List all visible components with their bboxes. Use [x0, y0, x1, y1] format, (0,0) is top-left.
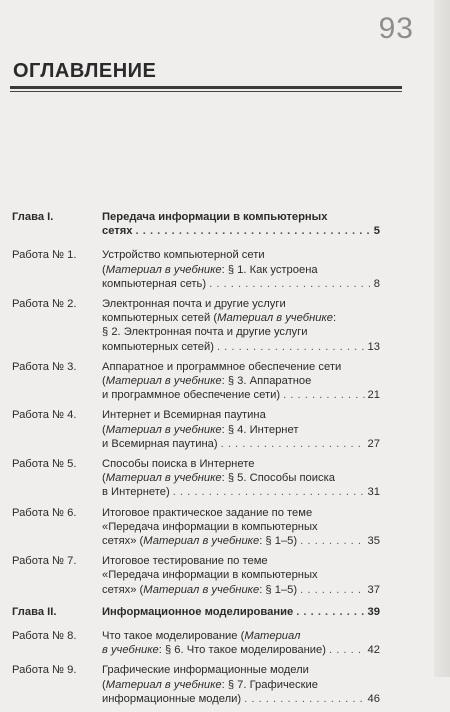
toc-text-segment: Материал в учебнике: [143, 535, 260, 548]
toc-page-number: 39: [367, 605, 380, 618]
toc-entry-line: [102, 678, 380, 692]
toc-text-segment: сетях: [102, 225, 133, 238]
toc-entry-label: Работа № 2.: [12, 298, 77, 311]
toc-text-segment: компьютерных сетей (: [102, 312, 218, 325]
toc-chapter-entry: [12, 210, 380, 238]
toc-text-segment: Итоговое тестирование по теме: [102, 555, 268, 568]
toc-work-entry: [12, 408, 380, 451]
toc-text-segment: информационные модели): [102, 692, 242, 705]
toc-leader-dots: [173, 485, 365, 499]
toc-entry-label: Работа № 3.: [12, 360, 77, 373]
toc-text-segment: : § 4. Интернет: [221, 423, 299, 436]
toc-entry-line: [102, 325, 380, 339]
toc-text-segment: :: [332, 312, 337, 325]
toc-entry-text: [102, 554, 380, 597]
toc-page-number: 8: [373, 277, 380, 290]
toc-leader-dots: [136, 224, 371, 238]
toc-text-segment: и программное обеспечение сети): [102, 389, 281, 402]
toc-text-segment: «Передача информации в компьютерных: [102, 520, 318, 533]
toc-text-segment: (: [102, 472, 106, 485]
toc-text-segment: сетях» (: [102, 583, 144, 596]
toc-text-segment: (: [102, 678, 106, 691]
toc-entry-line: [102, 506, 380, 520]
toc-leader-dots: [329, 643, 365, 657]
toc-text-segment: : § 7. Графические: [221, 678, 318, 691]
toc-entry-text: [102, 210, 380, 238]
toc-work-entry: [12, 360, 380, 403]
toc-text-segment: : § 1–5): [259, 535, 298, 548]
toc-entry-line: [102, 297, 380, 311]
toc-text-segment: в учебнике: [102, 644, 159, 657]
toc-entry-line: [102, 277, 380, 291]
toc-chapter-entry: [12, 605, 380, 619]
toc-page-number: 42: [367, 644, 380, 657]
page-number: 93: [378, 12, 414, 45]
page-title: ОГЛАВЛЕНИЕ: [13, 60, 157, 82]
toc-page-number: 21: [367, 389, 380, 402]
toc-entry-label: Работа № 4.: [12, 409, 77, 422]
toc-entry-line: [102, 437, 380, 451]
toc-page-number: 5: [373, 225, 380, 238]
toc-leader-dots: [300, 583, 364, 597]
toc-entry-label: Работа № 1.: [12, 249, 77, 262]
toc-text-segment: (: [102, 423, 106, 436]
toc-entry-line: [102, 643, 380, 657]
toc-work-entry: [12, 297, 380, 354]
toc-text-segment: в Интернете): [102, 486, 170, 499]
toc-text-segment: Аппаратное и программное обеспечение сети: [102, 360, 342, 373]
toc-leader-dots: [209, 277, 371, 291]
toc-entry-line: [102, 388, 380, 402]
toc-text-segment: Информационное моделирование: [102, 605, 294, 618]
toc-leader-dots: [221, 437, 365, 451]
toc-text-segment: Передача информации в компьютерных: [102, 211, 328, 223]
toc-text-segment: : § 1–5): [259, 583, 298, 596]
toc-entry-line: [102, 583, 380, 597]
toc-entry-line: [102, 554, 380, 568]
toc-work-entry: [12, 663, 380, 706]
toc-work-entry: [12, 629, 380, 657]
toc-entry-line: [102, 534, 380, 548]
toc-leader-dots: [283, 388, 364, 402]
toc-entry-line: [102, 340, 380, 354]
toc-entry-label: Глава I.: [12, 211, 54, 223]
toc-entry-text: [102, 629, 380, 657]
toc-text-segment: § 2. Электронная почта и другие услуги: [102, 326, 308, 339]
toc-text-segment: Способы поиска в Интернете: [102, 458, 255, 471]
toc-text-segment: : § 6. Что такое моделирование): [158, 644, 326, 657]
toc-entry-line: [102, 311, 380, 325]
toc-entry-text: [102, 408, 380, 451]
toc-text-segment: сетях» (: [102, 535, 144, 548]
toc-leader-dots: [217, 340, 365, 354]
toc-text-segment: Материал в учебнике: [105, 423, 222, 436]
toc-page-number: 31: [367, 486, 380, 499]
toc-entry-text: [102, 605, 380, 619]
toc-entry-line: [102, 423, 380, 437]
toc-text-segment: Материал в учебнике: [143, 583, 260, 596]
toc-text-segment: : § 3. Аппаратное: [221, 375, 312, 388]
toc-entry-text: [102, 248, 380, 291]
toc-text-segment: : § 5. Способы поиска: [221, 472, 335, 485]
toc-text-segment: компьютерных сетей): [102, 340, 214, 353]
toc-leader-dots: [296, 605, 364, 619]
table-of-contents: [12, 210, 380, 712]
toc-entry-label: Глава II.: [12, 605, 57, 618]
toc-leader-dots: [244, 692, 364, 706]
toc-work-entry: [12, 248, 380, 291]
toc-entry-text: [102, 506, 380, 549]
toc-entry-line: [102, 408, 380, 422]
toc-entry-text: [102, 663, 380, 706]
toc-work-entry: [12, 457, 380, 500]
toc-entry-label: Работа № 5.: [12, 458, 77, 471]
toc-text-segment: Графические информационные модели: [102, 664, 309, 677]
toc-work-entry: [12, 506, 380, 549]
toc-entry-line: [102, 471, 380, 485]
toc-work-entry: [12, 554, 380, 597]
toc-entry-label: Работа № 7.: [12, 555, 77, 568]
toc-entry-line: [102, 457, 380, 471]
toc-page-number: 35: [367, 535, 380, 548]
toc-entry-line: [102, 520, 380, 534]
title-rule-thick: [10, 86, 402, 89]
toc-entry-text: [102, 297, 380, 354]
toc-entry-line: [102, 263, 380, 277]
toc-leader-dots: [300, 534, 364, 548]
toc-entry-label: Работа № 9.: [12, 664, 77, 677]
toc-text-segment: Материал в учебнике: [105, 263, 222, 276]
title-rule-thin: [10, 91, 402, 92]
toc-text-segment: (: [102, 263, 106, 276]
toc-text-segment: : § 1. Как устроена: [221, 263, 318, 276]
toc-page-number: 46: [367, 692, 380, 705]
toc-entry-line: [102, 374, 380, 388]
toc-entry-line: [102, 210, 380, 224]
toc-text-segment: Итоговое практическое задание по теме: [102, 506, 313, 519]
toc-text-segment: (: [102, 375, 106, 388]
toc-entry-line: [102, 360, 380, 374]
toc-entry-line: [102, 568, 380, 582]
toc-text-segment: и Всемирная паутина): [102, 437, 218, 450]
toc-entry-line: [102, 248, 380, 262]
toc-page-number: 13: [367, 340, 380, 353]
toc-page-number: 37: [367, 583, 380, 596]
toc-entry-line: [102, 224, 380, 238]
toc-entry-label: Работа № 8.: [12, 630, 77, 643]
toc-entry-line: [102, 485, 380, 499]
page-edge: [434, 0, 450, 677]
toc-text-segment: «Передача информации в компьютерных: [102, 569, 318, 582]
toc-entry-label: Работа № 6.: [12, 506, 77, 519]
toc-text-segment: Интернет и Всемирная паутина: [102, 409, 266, 422]
toc-entry-line: [102, 663, 380, 677]
toc-text-segment: Электронная почта и другие услуги: [102, 298, 286, 311]
toc-text-segment: Материал: [244, 630, 301, 643]
toc-entry-text: [102, 457, 380, 500]
toc-text-segment: Материал в учебнике: [105, 472, 222, 485]
toc-text-segment: Материал в учебнике: [217, 312, 333, 325]
toc-entry-line: [102, 692, 380, 706]
toc-text-segment: компьютерная сеть): [102, 277, 207, 290]
toc-text-segment: Что такое моделирование (: [102, 630, 245, 643]
toc-text-segment: Устройство компьютерной сети: [102, 249, 265, 262]
toc-entry-line: [102, 629, 380, 643]
toc-entry-line: [102, 605, 380, 619]
toc-entry-text: [102, 360, 380, 403]
toc-text-segment: Материал в учебнике: [105, 375, 222, 388]
toc-text-segment: Материал в учебнике: [105, 678, 222, 691]
toc-page-number: 27: [367, 437, 380, 450]
